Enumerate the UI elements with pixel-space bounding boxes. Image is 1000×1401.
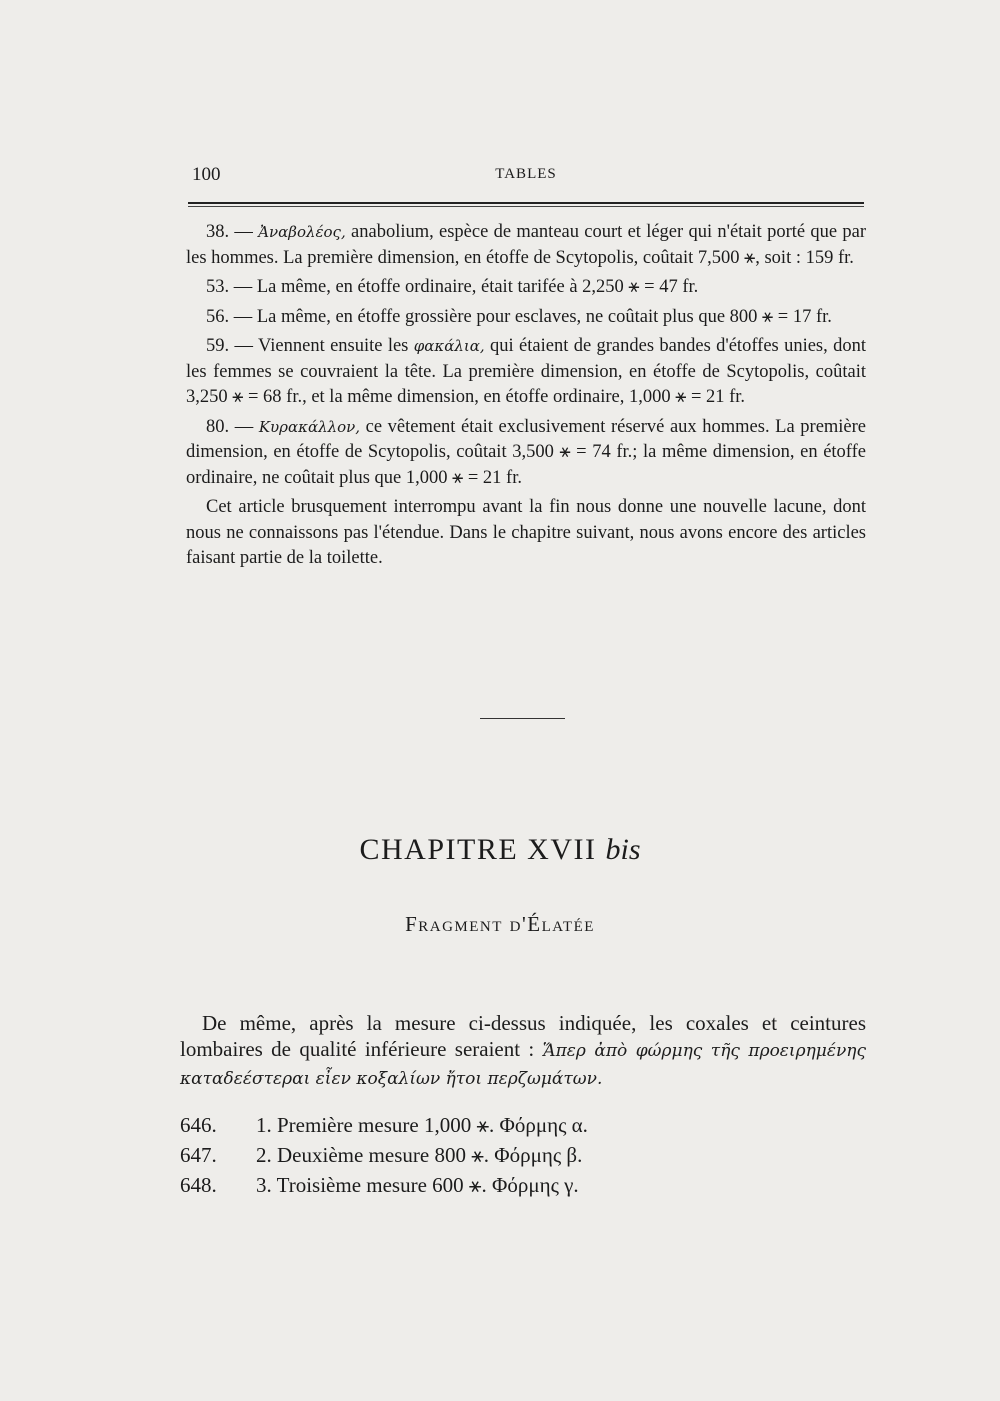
paragraph-38 (186, 220, 866, 271)
paragraph-lead: 38. — (206, 222, 253, 242)
greek-term: φακάλια, (413, 337, 485, 355)
paragraph-text: La même, en étoffe ordinaire, était tarifée à 2,250 ⚹ = 47 fr. (256, 277, 699, 297)
paragraph-lead: 59. — Viennent ensuite les (206, 336, 409, 356)
chapter-title-text: CHAPITRE XVII (359, 833, 597, 866)
header-rule-thin (188, 206, 864, 207)
entry-text: 1. Première mesure 1,000 ⚹. Φόρμης α. (256, 1113, 588, 1137)
paragraph-text: ce vêtement était exclusivement réservé aux hommes. La première dimension, en étoffe de Scytopolis, coûtait 3,500 ⚹ = 74 fr.; la même dimension, en étoffe ordinaire, ne coûtait plus que 1,000 ⚹ = 21 fr. (186, 416, 867, 488)
entry-number: 646. (180, 1113, 217, 1137)
paragraph-text: anabolium, espèce de manteau court et léger qui n'était porté que par les hommes. La première dimension, en étoffe de Scytopolis, coûtait 7,500 ⚹, soit : 159 fr. (186, 222, 866, 268)
paragraph-lead: 80. — (206, 416, 254, 437)
header-rule (188, 202, 864, 204)
chapter-title-suffix: bis (605, 833, 641, 866)
entry-list (180, 1110, 866, 1200)
intro-french: De même, après la mesure ci-dessus indiquée, les coxales et ceintures lombaires de qualité inférieure seraient : (180, 1011, 866, 1061)
section-title: Fragment d'Élatée (405, 912, 595, 936)
page-number: 100 (192, 164, 221, 185)
intro-greek: Ἅπερ ἀπὸ φώρμης τῆς προειρημένης καταδεέστεραι εἶεν κοξαλίων ἤτοι περζωμάτων. (180, 1041, 866, 1089)
list-item (180, 1110, 866, 1140)
paragraph-56 (186, 305, 866, 331)
entry-text: 3. Troisième mesure 600 ⚹. Φόρμης γ. (256, 1173, 579, 1197)
paragraph-lead: 53. — (206, 277, 253, 297)
entry-number: 647. (180, 1143, 217, 1167)
greek-term: Ἀναβολέος, (258, 223, 346, 241)
list-item (180, 1140, 866, 1170)
chapter-title (0, 833, 1000, 867)
paragraph-text: Cet article brusquement interrompu avant la fin nous donne une nouvelle lacune, dont nous ne connaissons pas l'étendue. Dans le chapitre suivant, nous avons encore des articles faisant partie de la toilette. (186, 497, 866, 568)
main-text (186, 220, 866, 576)
intro-text (180, 1010, 866, 1096)
entry-text: 2. Deuxième mesure 800 ⚹. Φόρμης β. (256, 1143, 583, 1167)
paragraph-lead: 56. — (206, 306, 253, 327)
entry-number: 648. (180, 1173, 217, 1197)
paragraph-text: La même, en étoffe grossière pour esclaves, ne coûtait plus que 800 ⚹ = 17 fr. (256, 306, 832, 327)
page-header (188, 164, 864, 188)
greek-term: Κυρακάλλον, (258, 417, 361, 436)
paragraph-80 (186, 415, 866, 492)
list-item (180, 1170, 866, 1200)
paragraph-59 (186, 334, 866, 411)
paragraph-closing (186, 495, 866, 572)
section-divider (480, 718, 565, 719)
paragraph-text: qui étaient de grandes bandes d'étoffes unies, dont les femmes se couvraient la tête. La première dimension, en étoffe de Scytopolis, coûtait 3,250 ⚹ = 68 fr., et la même dimension, en étoffe ordinaire, 1,000 ⚹ = 21 fr. (186, 336, 867, 407)
intro-paragraph (180, 1010, 866, 1092)
running-title: TABLES (495, 166, 557, 182)
paragraph-53 (186, 275, 866, 301)
